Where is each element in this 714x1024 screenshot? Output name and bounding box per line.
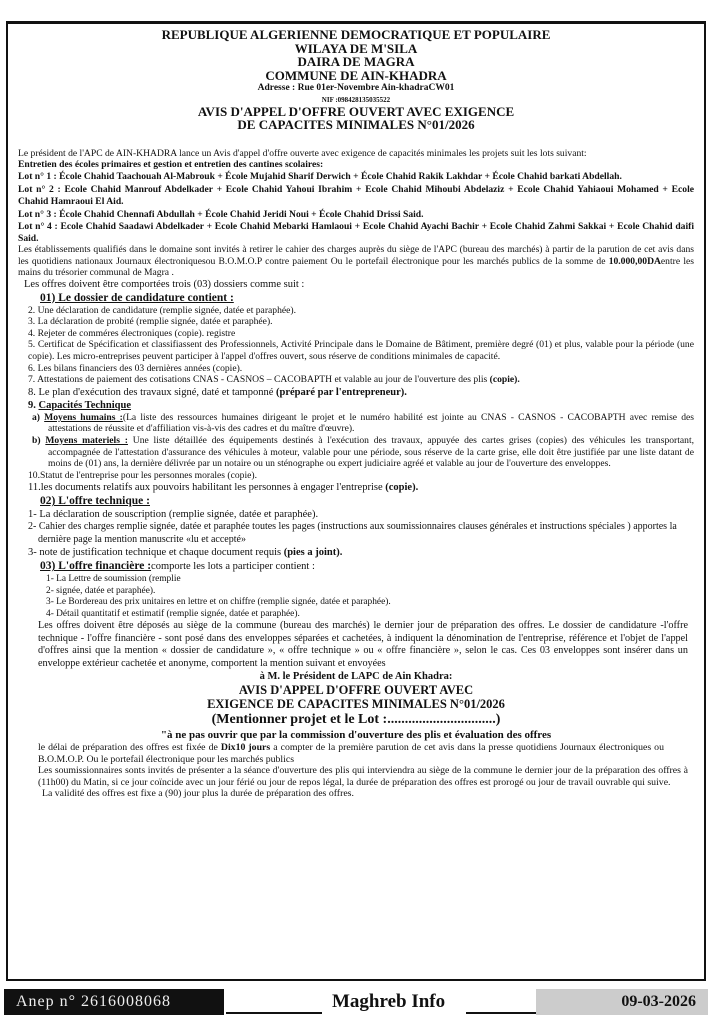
section-1-title: 01) Le dossier de candidature contient : xyxy=(40,291,234,304)
envelope-addressee: à M. le Président de LAPC de Ain Khadra: xyxy=(259,671,453,683)
list-item: 11.les documents relatifs aux pouvoirs habilitant les personnes à engager l'entreprise (copie). xyxy=(28,482,419,494)
anep-number: Anep n° 2616008068 xyxy=(4,989,224,1015)
publication-date: 09-03-2026 xyxy=(536,989,708,1015)
capacites-title: 9. Capacités Technique xyxy=(28,399,131,411)
header-commune: COMMUNE DE AIN-KHADRA xyxy=(265,67,447,83)
lot-3: Lot n° 3 : École Chahid Chennafi Abdullah + École Chahid Jeridi Noui + École Chahid Drissi Said. xyxy=(18,209,424,221)
list-item: 3- Le Bordereau des prix unitaires en lettre et on chiffre (remplie signée, datée et paraphée). xyxy=(46,597,391,608)
envelope-mention: (Mentionner projet et le Lot :...............................) xyxy=(211,712,501,728)
footer xyxy=(0,985,714,1021)
section-1-list xyxy=(18,305,694,495)
divider xyxy=(226,1012,322,1014)
list-item: 10.Statut de l'entreprise pour les personnes morales (copie). xyxy=(28,469,257,481)
section-2-list xyxy=(18,508,694,559)
list-item: 6. Les bilans financiers des 03 dernières années (copie). xyxy=(28,362,243,374)
list-item: 2. Une déclaration de candidature (remplie signée, datée et paraphée). xyxy=(28,304,296,316)
seance-paragraph: Les soumissionnaires sonts invités de présenter a la séance d'ouverture des plis qui interviendra au siège de la commune le dernier jour de la préparation des offres à (11h00) du Matin, si ce jour coïncide avec un jour férié ou jour de repos légal, la durée de préparation des offres est prorogé ou jour de travail ouvrable qui suive. xyxy=(38,765,688,788)
moyens-humains: a) Moyens humains :(La liste des ressources humaines dirigeant le projet et le numéro habilité est jointe au CNAS - CASNOS - CACOBAPTH avec remise des attestations de réussite et d'affiliation vis-à-vis des cadres et du maître d'œuvre). xyxy=(32,411,695,435)
publication-name: Maghreb Info xyxy=(332,991,446,1012)
lot-2: Lot n° 2 : Ecole Chahid Manrouf Abdelkader + Ecole Chahid Yahoui Ibrahim + Ecole Chahid Mihoubi Abdelaziz + Ecole Chahid Yahiaoui Mohamed + Ecole Chahid Hamraoui El Aid. xyxy=(18,184,695,207)
validite-paragraph: La validité des offres est fixe a (90) jour plus la durée de préparation des offres. xyxy=(42,788,354,800)
list-item: 8. Le plan d'exécution des travaux signé, daté et tamponné (préparé par l'entrepreneur). xyxy=(28,386,407,398)
notice-frame xyxy=(6,21,706,981)
header-republic: REPUBLIQUE ALGERIENNE DEMOCRATIQUE ET POPULAIRE xyxy=(161,27,551,42)
subject: Entretien des écoles primaires et gestion et entretien des cantines scolaires: xyxy=(18,159,324,171)
list-item: 7. Attestations de paiement des cotisations CNAS - CASNOS – CACOBAPTH et valable au jour de l'ouverture des plis (copie). xyxy=(28,374,520,386)
list-item: 4. Rejeter de comméres électroniques (copie). registre xyxy=(28,327,236,339)
list-item: 1- La déclaration de souscription (remplie signée, datée et paraphée). xyxy=(28,509,319,521)
section-3-title: 03) L'offre financière :comporte les lots a participer contient : xyxy=(40,560,315,573)
lot-4: Lot n° 4 : Ecole Chahid Saadawi Abdelkader + Ecole Chahid Mebarki Hamlaoui + Ecole Chahid Ayachi Bachir + Ecole Chahid Zahmi Sakkai + Ecole Chahid daifi Said. xyxy=(18,221,695,244)
lot-1: Lot n° 1 : École Chahid Taachouah Al-Mabrouk + École Mujahid Sharif Derwich + École Chahid Rakik Lakhdar + École Chahid barkati Abdellah. xyxy=(18,170,622,182)
envelope-title-2: EXIGENCE DE CAPACITES MINIMALES N°01/2026 xyxy=(207,697,505,712)
list-item: 2- Cahier des charges remplie signée, datée et paraphée toutes les pages (instructions aux soumissionnaires clauses générales et instructions spéciales ) apportes la dernière page la mention manuscrite «lu et accepté» xyxy=(28,521,677,545)
moyens-materiels: b) Moyens materiels : Une liste détaillée des équipements destinés à l'exécution des travaux, appuyée des cartes grises (copies) des véhicules les transportant, accompagnée de l'attestation d'assurance des véhicules à moteur, valable pour une période, sous réserve de la carte grise, elle doit être justifiée par une liste datant de moins de (01) ans, la dernière délivrée par un notaire ou un sténographe ou expert judiciaire agréé et valable au jour de l'ouverture des enveloppes. xyxy=(32,434,695,470)
header-wilaya: WILAYA DE M'SILA xyxy=(294,40,418,56)
header-address: Adresse : Rue 01er-Novembre Ain-khadraCW01 xyxy=(257,83,455,93)
envelope-title-1: AVIS D'APPEL D'OFFRE OUVERT AVEC xyxy=(238,683,474,698)
list-item: 5. Certificat de Spécification et classifiassent des Professionnels, Activité Principale dans le Domaine de Bâtiment, première degré (01) et plus, valable pour la période (une copie). Les micro-entreprises peuvent participer à l'appel d'offres ouvert, sous réserve de conditions minimales de capacité. xyxy=(28,339,694,362)
list-item: 1- La Lettre de soumission (remplie xyxy=(46,574,181,585)
divider xyxy=(466,1012,536,1014)
section-3-list xyxy=(18,574,694,620)
envelope-warning: "à ne pas ouvrir que par la commission d'ouverture des plis et évaluation des offres xyxy=(160,729,552,742)
list-item: 3- note de justification technique et chaque document requis (pies a joint). xyxy=(28,547,343,559)
delai-paragraph: le délai de préparation des offres est fixée de Dix10 jours a compter de la première parution de cet avis dans la presse quotidiens Journaux électroniques ou B.O.M.O.P. Ou le portefail électronique pour les marchés publics xyxy=(38,742,664,765)
section-2-title: 02) L'offre technique : xyxy=(40,495,150,508)
header-nif: NIF :098428135035522 xyxy=(321,95,391,104)
list-item: 2- signée, datée et paraphée). xyxy=(46,585,156,596)
list-item: 4- Détail quantitatif et estimatif (remplie signée, datée et paraphée). xyxy=(46,608,300,619)
list-item: 3. La déclaration de probité (remplie signée, datée et paraphée). xyxy=(28,316,273,328)
notice-title-2: DE CAPACITES MINIMALES N°01/2026 xyxy=(237,117,475,132)
notice-title-1: AVIS D'APPEL D'OFFRE OUVERT AVEC EXIGENCE xyxy=(197,103,515,119)
intro-paragraph: Le président de l'APC de AIN-KHADRA lance un Avis d'appel d'offre ouverte avec exigence de capacités minimales les projets suit les lots suivant: xyxy=(18,147,587,159)
header-daira: DAIRA DE MAGRA xyxy=(297,54,415,69)
offres-intro: Les offres doivent être comportées trois (03) dossiers comme suit : xyxy=(24,279,305,291)
depot-paragraph: Les offres doivent être déposés au siège de la commune (bureau des marchés) le dernier jour de préparation des offres. Le dossier de candidature -l'offre technique - l'offre financière - sont posé dans des enveloppes séparées et cachetées, à indiquent la dénomination de l'entreprise, référence et l'objet de l'appel d'offres ainsi que la mention « dossier de candidature », « offre technique » ou « offre financière », selon le cas. Ces 03 enveloppes sont insérer dans un enveloppe extérieur cachetée et anonyme, comportent la mention suivant et envoyées xyxy=(38,620,688,669)
retrait-paragraph: Les établissements qualifiés dans le domaine sont invités à retirer le cahier des charges auprès du siège de l'APC (bureau des marchés) à partir de la parution de cet avis dans les quotidiens nationaux Journaux électroniquesou B.O.M.O.P contre paiement Ou le portefail électronique pour les marchés publics de la somme de 10.000,00DAentre les mains du trésorier communal de Magra . xyxy=(18,244,694,279)
